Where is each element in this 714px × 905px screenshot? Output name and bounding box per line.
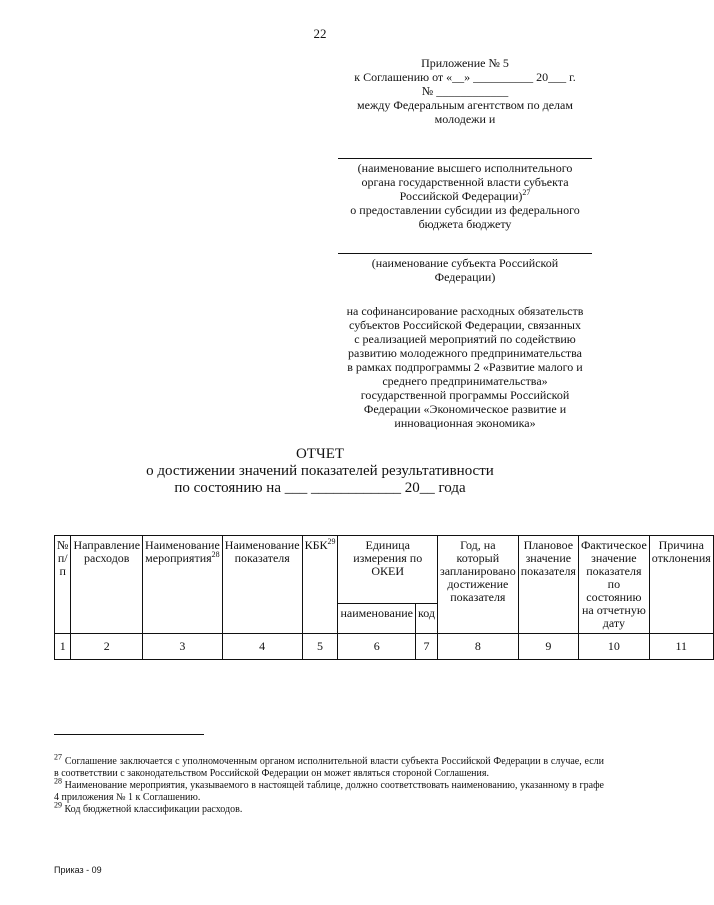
footnote: $^{29}$ Код бюджетной классификации расходов. (54, 800, 243, 815)
column-number: 1 (55, 634, 71, 660)
column-number: 11 (649, 634, 713, 660)
column-number: 9 (518, 634, 578, 660)
purpose-line: инновационная экономика» (394, 416, 536, 430)
footer-order-code: Приказ - 09 (54, 865, 102, 875)
authority-caption: (наименование высшего исполнительного (357, 161, 573, 175)
report-subtitle: о достижении значений показателей результативности (146, 463, 494, 479)
column-number: 6 (338, 634, 416, 660)
footnote: $^{28}$ Наименование мероприятия, указываемого в настоящей таблице, должно соответствовать наименованию, указанному в графе 4 приложения № 1 к Соглашению. (54, 776, 604, 803)
report-title: ОТЧЕТ (295, 446, 345, 462)
report-date-line: по состоянию на ___ ____________ 20__ года (174, 480, 466, 496)
footnote: $^{27}$ Соглашение заключается с уполномоченным органом исполнительной власти субъекта Российской Федерации в случае, если в соответствии с законодательством Российской Федерации он может являться стороной Соглашения. (54, 752, 605, 779)
authority-caption: Российской Федерации)$^{27}$ (399, 188, 531, 203)
between-line: молодежи и (434, 112, 496, 126)
appendix-block (330, 56, 600, 430)
subsidy-line: о предоставлении субсидии из федерального (350, 203, 580, 217)
footnote-ref: 27 (522, 188, 531, 197)
report-heading (0, 446, 640, 497)
column-number: 5 (302, 634, 338, 660)
footnote-ref: 29 (327, 537, 336, 546)
footnotes (54, 752, 605, 816)
purpose-line: субъектов Российской Федерации, связанных (349, 318, 581, 332)
purpose-line: на софинансирование расходных обязательств (346, 304, 584, 318)
purpose-line: с реализацией мероприятий по содействию (354, 332, 576, 346)
between-line: между Федеральным агентством по делам (357, 98, 573, 112)
column-number: 10 (578, 634, 649, 660)
header-indicator: Наименование показателя (222, 536, 302, 634)
subsidy-line: бюджета бюджету (418, 217, 512, 231)
column-number: 7 (415, 634, 437, 660)
report-table (54, 535, 714, 660)
column-number: 2 (71, 634, 143, 660)
purpose-line: в рамках подпрограммы 2 «Развитие малого и (347, 360, 583, 374)
page-number: 22 (313, 26, 327, 41)
header-fact: Фактическое значение показателя по состоянию на отчетную дату (578, 536, 649, 634)
header-num: № п/п (55, 536, 71, 634)
header-plan: Плановое значение показателя (518, 536, 578, 634)
purpose-line: Федерации «Экономическое развитие и (363, 402, 567, 416)
header-reason: Причина отклонения (649, 536, 713, 634)
footnote-ref: 28 (211, 550, 220, 559)
column-number: 8 (437, 634, 518, 660)
footnote-num: 29 (54, 800, 62, 810)
agreement-date-line: к Соглашению от «__» __________ 20___ г. (354, 70, 576, 84)
blank-rule (338, 146, 592, 159)
footnote-divider (54, 734, 204, 735)
agreement-number-line: № ____________ (421, 84, 509, 98)
subject-caption: (наименование субъекта Российской (371, 256, 559, 270)
header-unit-code: код (415, 604, 437, 634)
header-year: Год, на который запланировано достижение показателя (437, 536, 518, 634)
blank-rule (338, 241, 592, 254)
header-kbk: КБК$^{29}$ (302, 536, 338, 634)
header-unit: Единица измерения по ОКЕИ (338, 536, 438, 604)
purpose-line: государственной программы Российской (360, 388, 570, 402)
header-direction: Направление расходов (71, 536, 143, 634)
authority-caption: органа государственной власти субъекта (361, 175, 569, 189)
header-event: Наименование мероприятия$^{28}$ (143, 536, 223, 634)
column-number: 4 (222, 634, 302, 660)
footnote-num: 28 (54, 776, 62, 786)
purpose-line: среднего предпринимательства» (382, 374, 548, 388)
footnote-num: 27 (54, 752, 62, 762)
column-number-row (55, 634, 714, 660)
subject-caption: Федерации) (434, 270, 496, 284)
appendix-title: Приложение № 5 (421, 56, 509, 70)
header-unit-name: наименование (338, 604, 416, 634)
column-number: 3 (143, 634, 223, 660)
purpose-line: развитию молодежного предпринимательства (348, 346, 582, 360)
